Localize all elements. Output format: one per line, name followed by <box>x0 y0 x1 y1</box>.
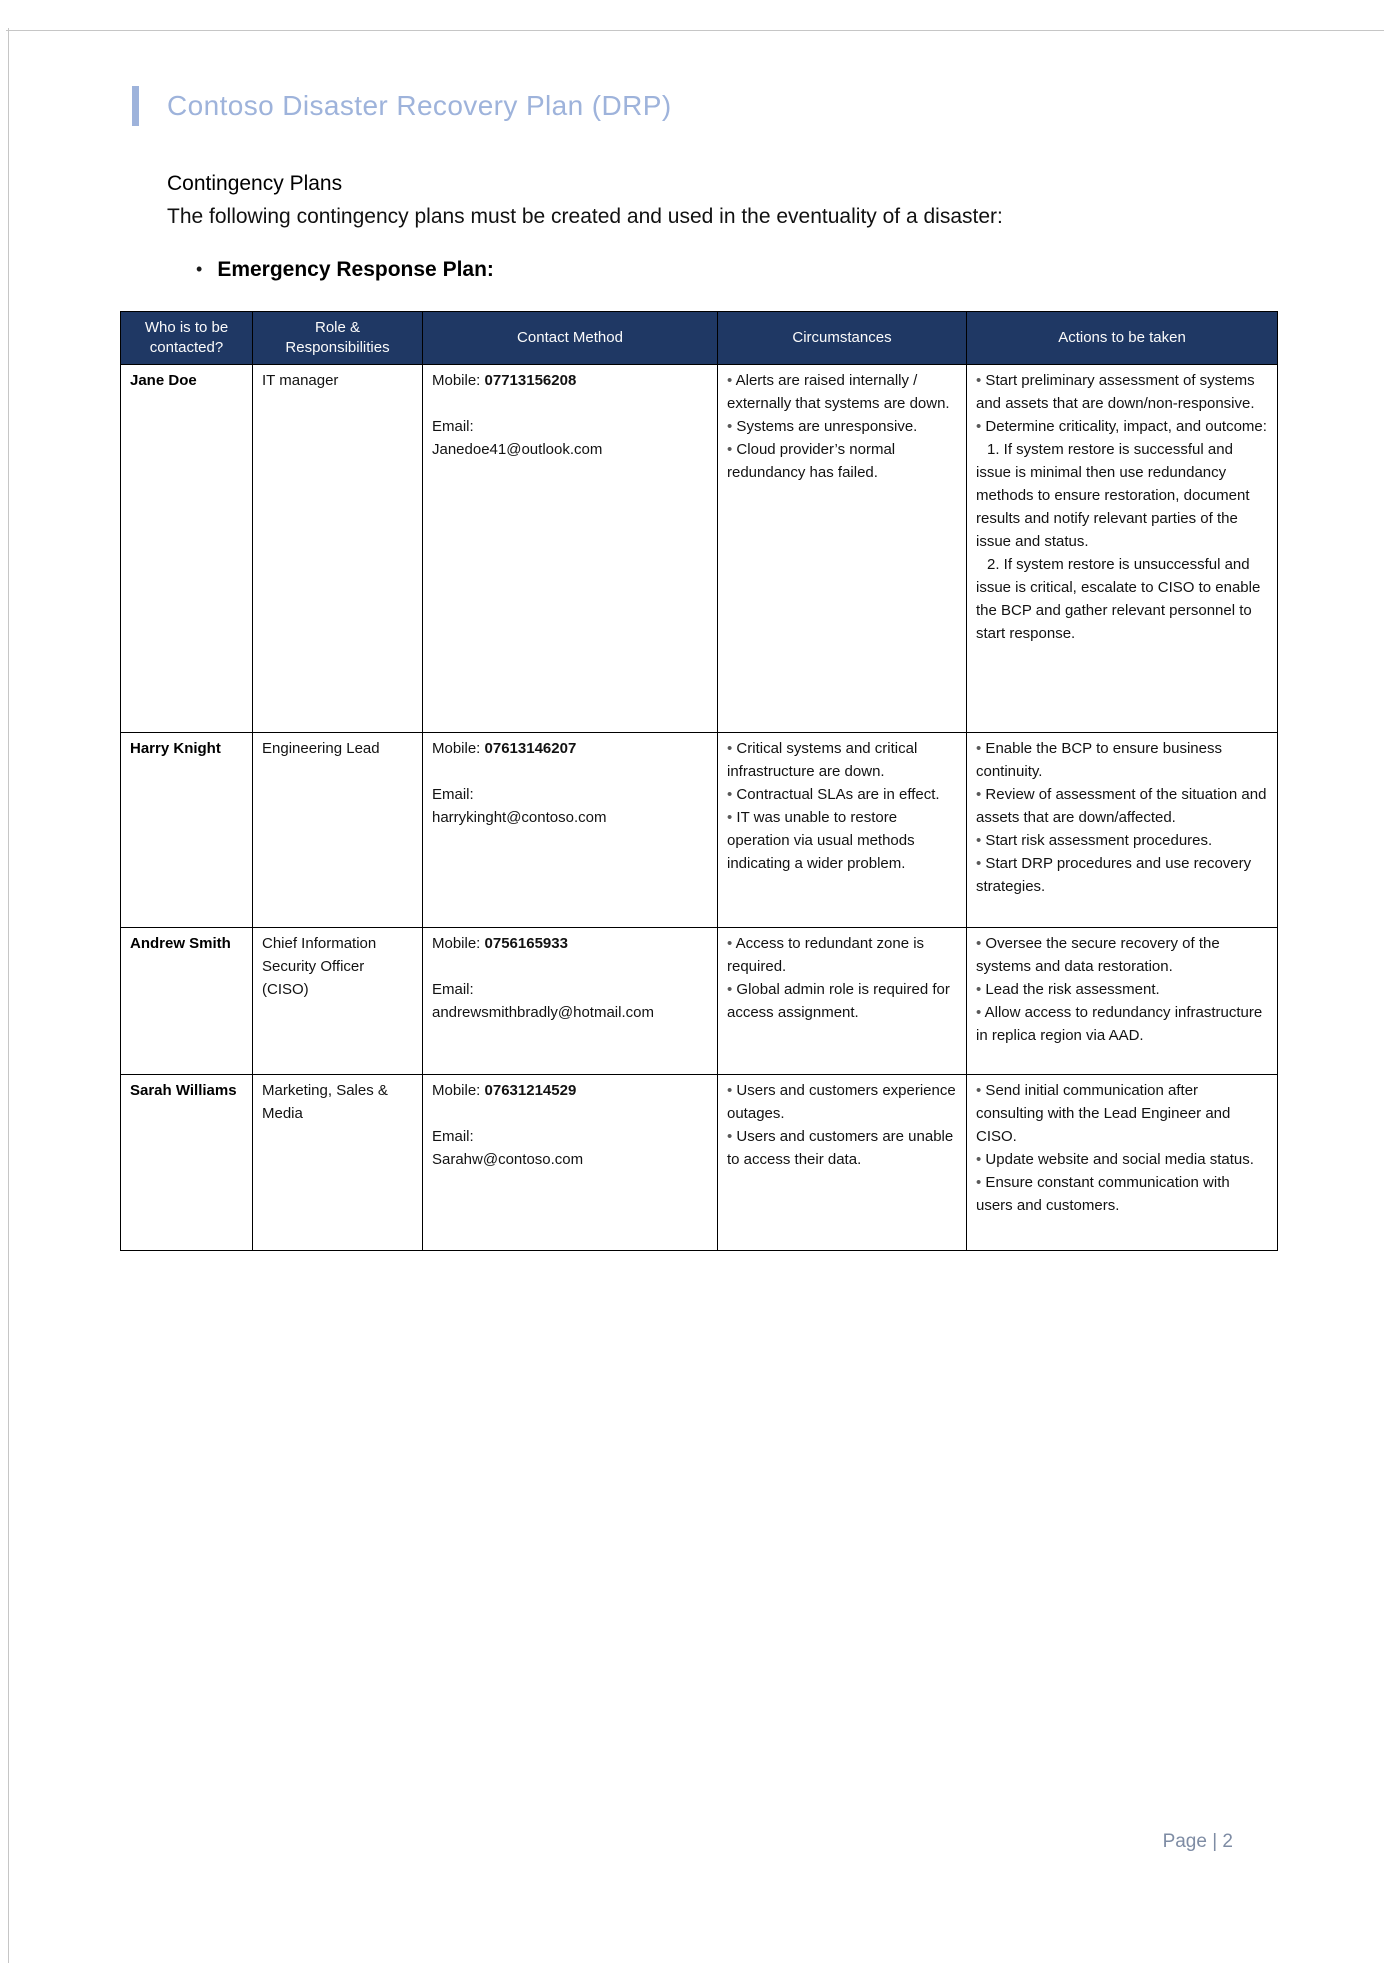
bullet-icon: • <box>976 372 982 389</box>
contact-role: Marketing, Sales & Media <box>262 1082 388 1122</box>
bullet-icon: • <box>976 981 982 998</box>
section-heading: Contingency Plans <box>167 172 343 195</box>
cell-contact-method <box>423 928 718 1075</box>
contact-name: Andrew Smith <box>130 935 231 952</box>
circumstance-bullet-item: • Alerts are raised internally / externally that systems are down. <box>727 372 950 412</box>
circumstance-bullet-item: • Critical systems and critical infrastructure are down. <box>727 740 918 780</box>
mobile-number: 07631214529 <box>484 1082 577 1099</box>
action-bullet-item: • Send initial communication after consulting with the Lead Engineer and CISO. <box>976 1082 1231 1145</box>
action-bullet-item: • Lead the risk assessment. <box>976 981 1160 998</box>
circumstance-bullet-item: • Global admin role is required for access assignment. <box>727 981 950 1021</box>
bullet-icon: • <box>976 1174 982 1191</box>
document-title-block <box>132 86 672 126</box>
mobile-label: Mobile: <box>432 372 485 389</box>
table-row <box>121 365 1278 733</box>
bullet-icon: • <box>727 1128 733 1145</box>
action-bullet-item: • Oversee the secure recovery of the systems and data restoration. <box>976 935 1220 975</box>
bullet-icon: • <box>727 441 733 458</box>
table-row <box>121 1075 1278 1251</box>
cell-contact-method <box>423 733 718 928</box>
email-address: Janedoe41@outlook.com <box>432 441 603 458</box>
cell-circumstances <box>718 365 967 733</box>
mobile-line <box>432 932 707 955</box>
mobile-label: Mobile: <box>432 740 485 757</box>
cell-role <box>253 928 423 1075</box>
cell-role <box>253 733 423 928</box>
email-label: Email: <box>432 981 474 998</box>
cell-contact-name <box>121 365 253 733</box>
cell-actions <box>967 733 1278 928</box>
circumstance-bullet-item: • Cloud provider’s normal redundancy has failed. <box>727 441 896 481</box>
action-bullet-item: • Start risk assessment procedures. <box>976 832 1213 849</box>
email-label: Email: <box>432 786 474 803</box>
circumstance-bullet-item: • Users and customers experience outages. <box>727 1082 956 1122</box>
action-bullet-item: • Enable the BCP to ensure business continuity. <box>976 740 1222 780</box>
email-address: andrewsmithbradly@hotmail.com <box>432 1004 654 1021</box>
cell-circumstances <box>718 1075 967 1251</box>
action-bullet-item: • Allow access to redundancy infrastructure in replica region via AAD. <box>976 1004 1263 1044</box>
bullet-icon: • <box>976 786 982 803</box>
cell-contact-name <box>121 733 253 928</box>
emergency-plan-heading-line <box>196 258 494 282</box>
table-row <box>121 733 1278 928</box>
intro-text: The following contingency plans must be created and used in the eventuality of a disaster: <box>167 205 1003 228</box>
bullet-icon: • <box>727 1082 733 1099</box>
circumstance-bullet-item: • Systems are unresponsive. <box>727 418 918 435</box>
cell-contact-name <box>121 1075 253 1251</box>
numbered-item: 2. If system restore is unsuccessful and issue is critical, escalate to CISO to enable the BCP and gather relevant personnel to start response. <box>976 556 1261 642</box>
action-bullet-item: • Ensure constant communication with users and customers. <box>976 1174 1230 1214</box>
action-bullet-item: • Determine criticality, impact, and outcome: <box>976 418 1267 435</box>
contingency-table <box>120 311 1278 1251</box>
emergency-plan-heading: Emergency Response Plan: <box>217 258 494 281</box>
mobile-number: 0756165933 <box>484 935 568 952</box>
contact-role: Engineering Lead <box>262 740 380 757</box>
email-address: Sarahw@contoso.com <box>432 1151 584 1168</box>
action-bullet-item: • Review of assessment of the situation and assets that are down/affected. <box>976 786 1267 826</box>
cell-contact-method <box>423 365 718 733</box>
bullet-icon: • <box>196 259 203 279</box>
mobile-label: Mobile: <box>432 1082 485 1099</box>
cell-actions <box>967 1075 1278 1251</box>
bullet-icon: • <box>727 981 733 998</box>
circumstance-bullet-item: • Users and customers are unable to access their data. <box>727 1128 954 1168</box>
bullet-icon: • <box>727 372 733 389</box>
email-address: harrykinght@contoso.com <box>432 809 607 826</box>
email-label: Email: <box>432 1128 474 1145</box>
bullet-icon: • <box>976 1004 982 1021</box>
cell-contact-method <box>423 1075 718 1251</box>
mobile-label: Mobile: <box>432 935 485 952</box>
table-row <box>121 928 1278 1075</box>
blank-line <box>432 955 707 978</box>
action-bullet-item: • Start DRP procedures and use recovery strategies. <box>976 855 1252 895</box>
cell-contact-name <box>121 928 253 1075</box>
cell-actions <box>967 928 1278 1075</box>
bullet-icon: • <box>976 1151 982 1168</box>
cell-circumstances <box>718 928 967 1075</box>
circumstance-bullet-item: • IT was unable to restore operation via usual methods indicating a wider problem. <box>727 809 915 872</box>
contact-name: Harry Knight <box>130 740 221 757</box>
cell-role <box>253 365 423 733</box>
cell-role <box>253 1075 423 1251</box>
bullet-icon: • <box>976 418 982 435</box>
contact-role: IT manager <box>262 372 339 389</box>
bullet-icon: • <box>976 1082 982 1099</box>
mobile-line <box>432 737 707 760</box>
cell-circumstances <box>718 733 967 928</box>
mobile-line <box>432 1079 707 1102</box>
header-role: Role & Responsibilities <box>253 312 423 365</box>
title-accent-bar <box>132 86 139 126</box>
bullet-icon: • <box>727 786 733 803</box>
header-contact-method: Contact Method <box>423 312 718 365</box>
circumstance-bullet-item: • Contractual SLAs are in effect. <box>727 786 940 803</box>
blank-line <box>432 392 707 415</box>
contact-name: Sarah Williams <box>130 1082 237 1099</box>
action-bullet-item: • Start preliminary assessment of systems and assets that are down/non-responsive. <box>976 372 1255 412</box>
bullet-icon: • <box>976 740 982 757</box>
bullet-icon: • <box>727 809 733 826</box>
page-number-footer: Page | 2 <box>1162 1831 1233 1852</box>
email-label: Email: <box>432 418 474 435</box>
bullet-icon: • <box>727 418 733 435</box>
mobile-line <box>432 369 707 392</box>
mobile-number: 07713156208 <box>484 372 577 389</box>
contact-name: Jane Doe <box>130 372 197 389</box>
table-header-row <box>121 312 1278 365</box>
table-body <box>121 365 1278 1251</box>
action-bullet-item: • Update website and social media status. <box>976 1151 1254 1168</box>
blank-line <box>432 1102 707 1125</box>
bullet-icon: • <box>976 832 982 849</box>
page-edge-top <box>6 30 1384 31</box>
mobile-number: 07613146207 <box>484 740 577 757</box>
header-actions: Actions to be taken <box>967 312 1278 365</box>
cell-actions <box>967 365 1278 733</box>
numbered-item: 1. If system restore is successful and issue is minimal then use redundancy methods to ensure restoration, document results and notify relevant parties of the issue and status. <box>976 441 1250 550</box>
page-edge-left <box>8 28 9 1963</box>
bullet-icon: • <box>727 740 733 757</box>
bullet-icon: • <box>976 855 982 872</box>
bullet-icon: • <box>727 935 733 952</box>
blank-line <box>432 760 707 783</box>
header-who: Who is to be contacted? <box>121 312 253 365</box>
document-title: Contoso Disaster Recovery Plan (DRP) <box>167 90 672 121</box>
contact-role: Chief Information Security Officer (CISO) <box>262 935 377 998</box>
bullet-icon: • <box>976 935 982 952</box>
header-circumstances: Circumstances <box>718 312 967 365</box>
circumstance-bullet-item: • Access to redundant zone is required. <box>727 935 925 975</box>
